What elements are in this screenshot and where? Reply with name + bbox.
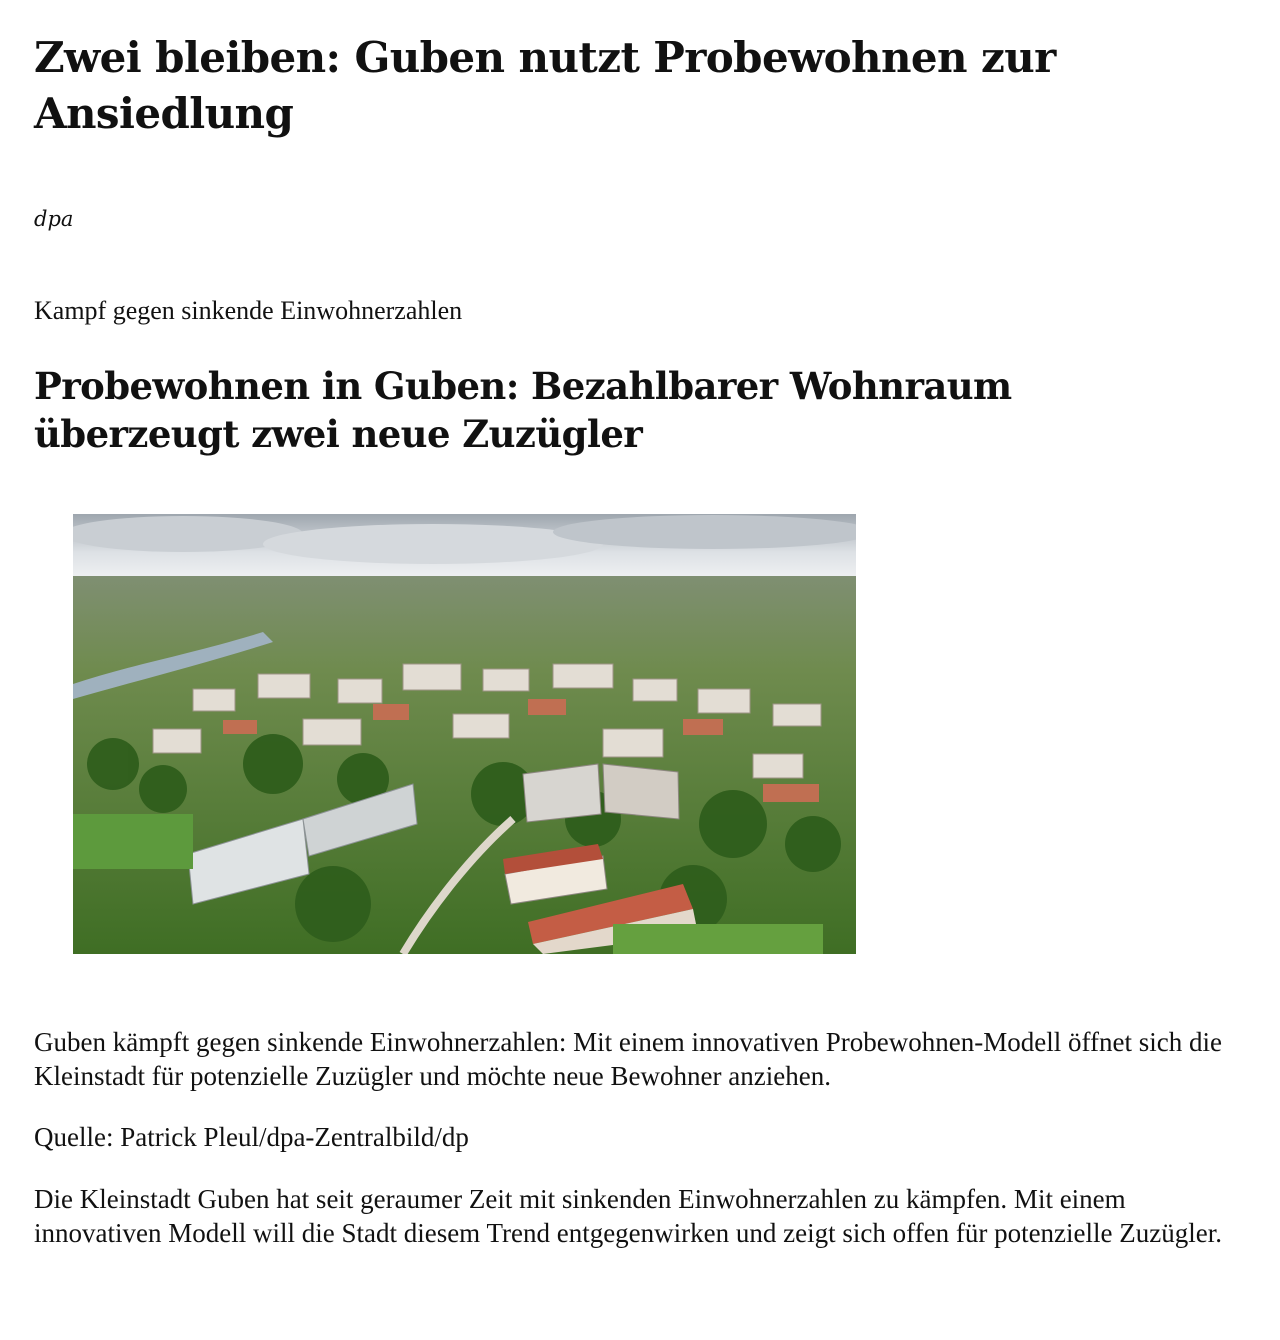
image-caption: Guben kämpft gegen sinkende Einwohnerzahlen: Mit einem innovativen Probewohnen-Modell öffnet sich die Kleinstadt für potenzielle Zuzügler und möchte neue Bewohner anziehen. [34, 1027, 1222, 1091]
article-headline: Probewohnen in Guben: Bezahlbarer Wohnraum überzeugt zwei neue Zuzügler [34, 364, 1012, 456]
article-body: Die Kleinstadt Guben hat seit geraumer Zeit mit sinkenden Einwohnerzahlen zu kämpfen. Mit einem innovativen Modell will die Stadt diesem Trend entgegenwirken und zeigt sich offen für potenzielle Zuzügler. [34, 1184, 1222, 1248]
aerial-town-illustration [73, 514, 856, 954]
article-title: Zwei bleiben: Guben nutzt Probewohnen zur Ansiedlung [34, 33, 1056, 138]
image-source: Quelle: Patrick Pleul/dpa-Zentralbild/dp [34, 1122, 469, 1152]
article-photo [73, 514, 856, 954]
article-kicker: Kampf gegen sinkende Einwohnerzahlen [34, 296, 463, 325]
article-author: dpa [34, 207, 74, 231]
